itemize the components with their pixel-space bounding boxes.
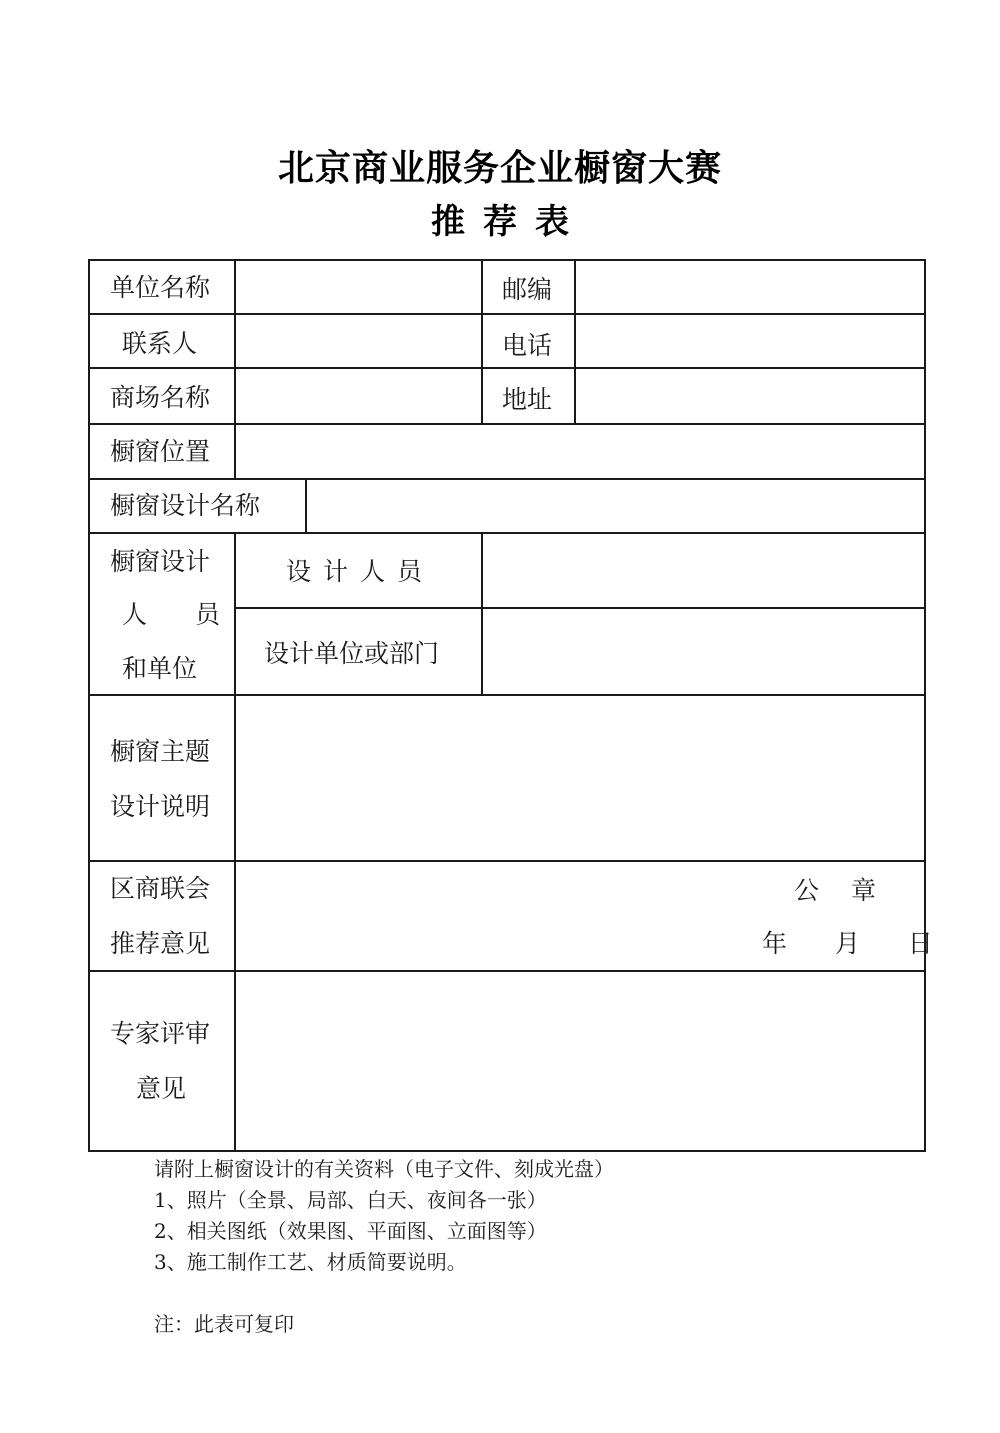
window-design-name-label: 橱窗设计名称 <box>110 491 261 520</box>
unit-name-field[interactable] <box>236 261 481 313</box>
theme-label-line1: 橱窗主题 <box>110 737 211 766</box>
contact-label: 联系人 <box>122 329 198 358</box>
window-design-name-field[interactable] <box>307 480 924 532</box>
notes-item-drawings: 2、相关图纸（效果图、平面图、立面图等） <box>154 1219 547 1243</box>
notes-item-photos: 1、照片（全景、局部、白天、夜间各一张） <box>154 1188 547 1212</box>
expert-opinion-field[interactable] <box>236 972 924 1152</box>
theme-description-field[interactable] <box>236 696 924 860</box>
notes-intro: 请附上橱窗设计的有关资料（电子文件、刻成光盘） <box>154 1157 614 1181</box>
window-location-field[interactable] <box>236 425 924 478</box>
theme-label-line2: 设计说明 <box>110 792 211 821</box>
form-subtitle: 推荐表 <box>431 202 587 242</box>
district-label-line2: 推荐意见 <box>110 929 211 958</box>
designer-section-label-line2: 人 员 <box>122 600 240 629</box>
designer-section-label-line1: 橱窗设计 <box>110 547 211 576</box>
designer-label: 设计人员 <box>286 557 435 586</box>
district-label-line1: 区商联会 <box>110 874 211 903</box>
notes-item-craft: 3、施工制作工艺、材质简要说明。 <box>154 1250 467 1274</box>
mall-name-label: 商场名称 <box>110 383 211 412</box>
mall-name-field[interactable] <box>236 369 481 423</box>
form-title: 北京商业服务企业橱窗大赛 <box>277 147 722 189</box>
notes-remark: 注：此表可复印 <box>154 1312 294 1336</box>
unit-name-label: 单位名称 <box>110 273 211 302</box>
window-location-label: 橱窗位置 <box>110 437 211 466</box>
column-divider <box>481 261 483 423</box>
address-label: 地址 <box>502 385 553 414</box>
date-label: 年 月 日 <box>762 929 953 958</box>
recommendation-form-table <box>88 259 953 1152</box>
designer-field[interactable] <box>483 534 924 607</box>
design-unit-label: 设计单位或部门 <box>264 639 440 668</box>
phone-label: 电话 <box>502 331 553 360</box>
expert-label-line1: 专家评审 <box>110 1019 211 1048</box>
expert-label-line2: 意见 <box>136 1074 187 1103</box>
address-field[interactable] <box>576 369 924 423</box>
postcode-label: 邮编 <box>502 275 553 304</box>
design-unit-field[interactable] <box>483 609 924 694</box>
phone-field[interactable] <box>576 315 924 367</box>
designer-section-label-line3: 和单位 <box>122 654 198 683</box>
contact-field[interactable] <box>236 315 481 367</box>
seal-label: 公 章 <box>794 876 888 905</box>
postcode-field[interactable] <box>576 261 924 313</box>
